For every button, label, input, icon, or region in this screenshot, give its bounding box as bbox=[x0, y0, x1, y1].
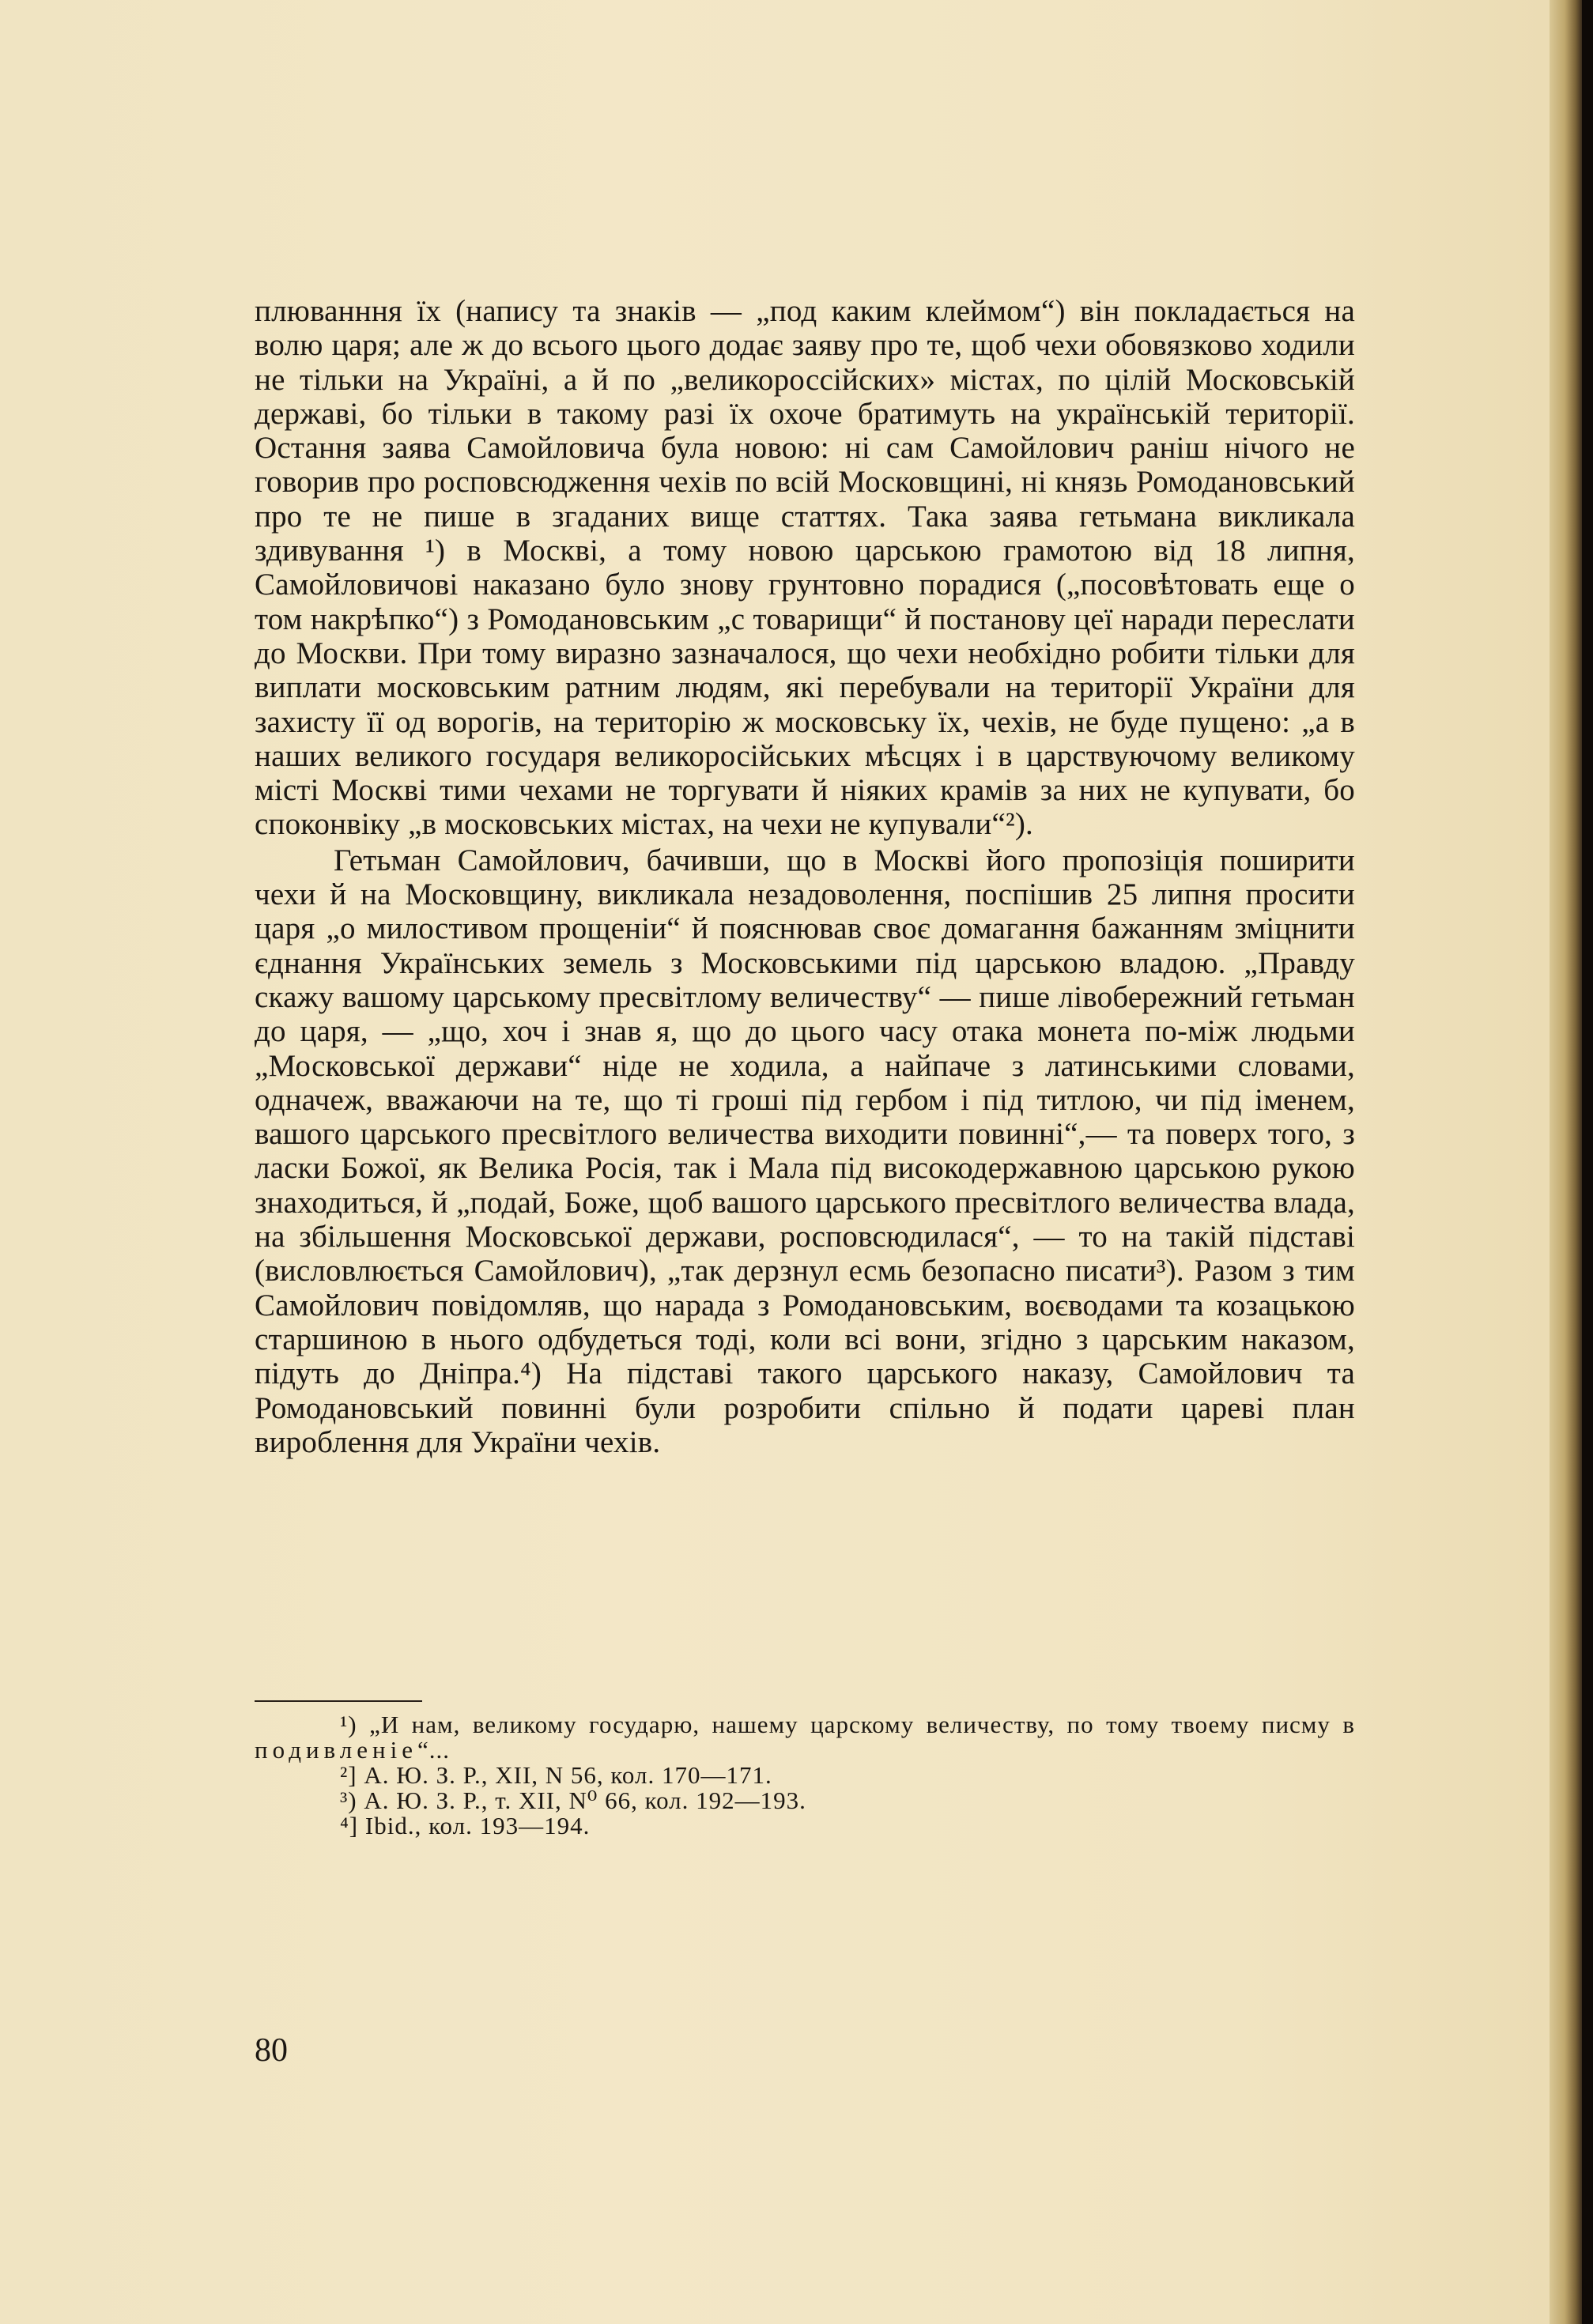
page-number: 80 bbox=[255, 2032, 288, 2069]
footnote-3: ³) А. Ю. З. Р., т. XII, N⁰ 66, кол. 192—193. bbox=[340, 1786, 806, 1814]
footnote-1-spaced: подивленіе bbox=[255, 1736, 417, 1764]
footnotes bbox=[255, 1712, 1355, 1839]
footnote-4: ⁴] Ibid., кол. 193—194. bbox=[340, 1812, 591, 1839]
footnote-separator bbox=[255, 1700, 422, 1702]
footnote-1-start: ¹) „И нам, великому государю, нашему царскому величеству, по тому твоему писму в bbox=[340, 1711, 1355, 1738]
footnote-1-end: “... bbox=[417, 1736, 450, 1764]
footnote-1 bbox=[255, 1712, 1355, 1763]
paragraph-2: Гетьман Самойлович, бачивши, що в Москві його пропозіція поширити чехи й на Московщину, викликала незадоволення, поспішив 25 липня просити царя „о милостивом прощеніи“ й пояснював своє домагання бажанням зміцнити єднання Українських земель з Московськими під царською владою. „Правду скажу вашому царському пресвітлому величеству“ — пише лівобережний гетьман до царя, — „що, хоч і знав я, що до цього часу отака монета по-між людьми „Московської держави“ ніде не ходила, а найпаче з латинськими словами, одначеж, вважаючи на те, що ті гроші під гербом і під титлою, чи під іменем, вашого царського пресвітлого величества виходити повинні“,— та поверх того, з ласки Божої, як Велика Росія, так і Мала під високодержавною царською рукою знаходиться, й „подай, Боже, щоб вашого царського пресвітлого величества влада, на збільшення Московської держави, росповсюдилася“, — то на такій підставі (висловлюється Самойлович), „так дерзнул есмь безопасно писати³). Разом з тим Самойлович повідомляв, що нарада з Ромодановським, воєводами та козацькою старшиною в нього одбудеться тоді, коли всі вони, згідно з царським наказом, підуть до Дніпра.⁴) На підставі такого царського наказу, Самойлович та Ромодановський повинні були розробити спільно й подати цареві план вироблення для України чехів. bbox=[255, 843, 1355, 1459]
main-text bbox=[255, 294, 1355, 1459]
paragraph-1: плюванння їх (напису та знаків — „под каким клеймом“) він покладається на волю царя; але ж до всього цього додає заяву про те, щоб чехи обовязково ходили не тільки на Україні, а й по „великороссійских» містах, по цілій Московській державі, бо тільки в такому разі їх охоче братимуть на українській території. Остання заява Самойловича була новою: ні сам Самойлович раніш нічого не говорив про росповсюдження чехів по всій Московщині, ні князь Ромодановський про те не пише в згаданих вище статтях. Така заява гетьмана викликала здивування ¹) в Москві, а тому новою царською грамотою від 18 липня, Самойловичові наказано було знову грунтовно порадися („посовѣтовать еще о том накрѣпко“) з Ромодановським „с товарищи“ й постанову цеї наради переслати до Москви. При тому виразно зазначалося, що чехи необхідно робити тільки для виплати московським ратним людям, які перебували на території України для захисту її од ворогів, на територію ж московську їх, чехів, не буде пущено: „а в наших великого государя великоросійських мѣсцях і в царствуючому великому місті Москві тими чехами не торгувати й ніяких крамів за них не купувати, бо споконвіку „в московських містах, на чехи не купували“²). bbox=[255, 294, 1355, 842]
book-edge bbox=[1582, 0, 1593, 2324]
footnote-2: ²] А. Ю. З. Р., XII, N 56, кол. 170—171. bbox=[340, 1761, 772, 1789]
